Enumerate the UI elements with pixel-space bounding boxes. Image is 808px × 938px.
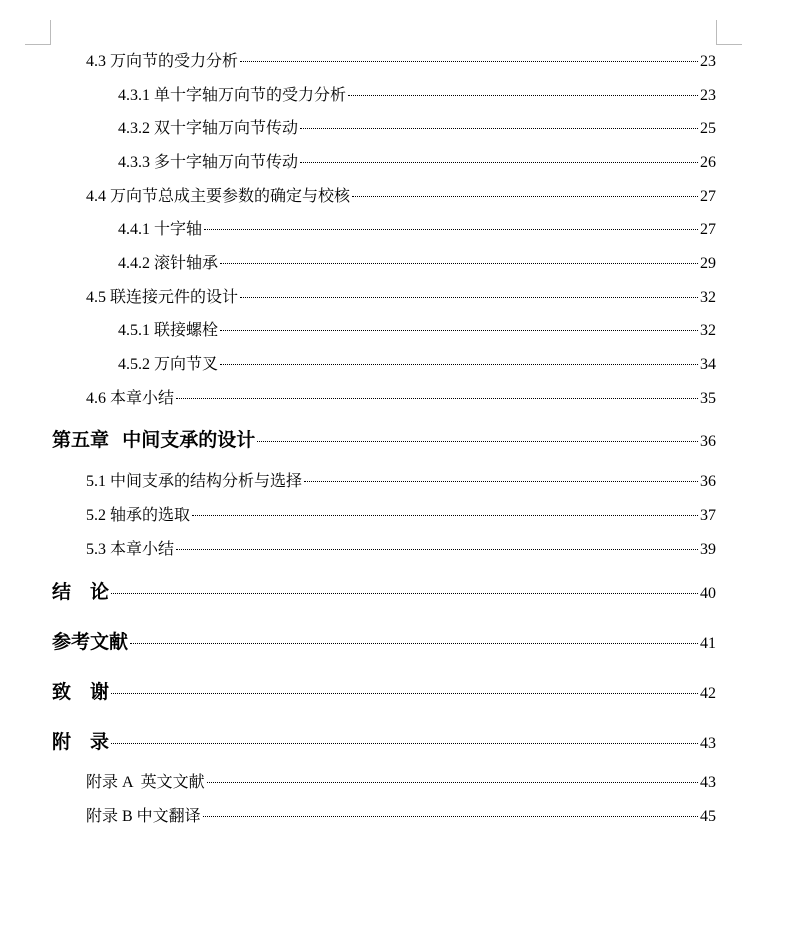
- dot-leader: [220, 330, 698, 331]
- toc-entry-page: 23: [700, 87, 716, 104]
- dot-leader: [176, 398, 698, 399]
- toc-entry-page: 40: [700, 585, 716, 602]
- toc-entry-page: 26: [700, 154, 716, 171]
- toc-entry[interactable]: [118, 319, 716, 343]
- toc-entry[interactable]: [86, 538, 716, 562]
- toc-entry-page: 37: [700, 507, 716, 524]
- toc-entry-page: 42: [700, 685, 716, 702]
- toc-entry-title: 4.4.2 滚针轴承: [118, 255, 219, 272]
- toc-entry[interactable]: [52, 580, 716, 604]
- toc-entry[interactable]: [86, 286, 716, 310]
- toc-entry-page: 25: [700, 120, 716, 137]
- toc-entry-title: 结 论: [52, 581, 110, 603]
- toc-entry-page: 39: [700, 541, 716, 558]
- toc-entry-page: 45: [700, 808, 716, 825]
- toc-entry-page: 34: [700, 356, 716, 373]
- toc-entry-page: 36: [700, 433, 716, 450]
- toc-entry-title: 5.3 本章小结: [86, 541, 175, 558]
- toc-entry-page: 32: [700, 289, 716, 306]
- toc-entry-title: 附录 A 英文文献: [86, 774, 205, 791]
- dot-leader: [111, 593, 698, 594]
- toc-entry[interactable]: [118, 84, 716, 108]
- page-corner-mark-top-right: [716, 20, 742, 45]
- dot-leader: [304, 481, 698, 482]
- toc-entry-title: 4.6 本章小结: [86, 390, 175, 407]
- toc-entry[interactable]: [86, 805, 716, 829]
- dot-leader: [220, 263, 698, 264]
- toc-entry-page: 32: [700, 322, 716, 339]
- toc-entry[interactable]: [118, 117, 716, 141]
- toc-entry[interactable]: [86, 771, 716, 795]
- dot-leader: [352, 196, 698, 197]
- toc-entry[interactable]: [86, 185, 716, 209]
- dot-leader: [192, 515, 698, 516]
- dot-leader: [176, 549, 698, 550]
- toc-entry[interactable]: [118, 353, 716, 377]
- toc-entry-page: 43: [700, 774, 716, 791]
- dot-leader: [111, 693, 698, 694]
- toc-entry[interactable]: [86, 504, 716, 528]
- toc-entry[interactable]: [118, 151, 716, 175]
- toc-entry-page: 41: [700, 635, 716, 652]
- toc-entry-page: 43: [700, 735, 716, 752]
- dot-leader: [300, 128, 698, 129]
- toc-entry-title: 参考文献: [52, 631, 129, 653]
- dot-leader: [204, 229, 698, 230]
- toc-entry-title: 4.4 万向节总成主要参数的确定与校核: [86, 188, 351, 205]
- toc-entry-title: 4.3.2 双十字轴万向节传动: [118, 120, 299, 137]
- toc-entry-title: 4.3.3 多十字轴万向节传动: [118, 154, 299, 171]
- dot-leader: [257, 441, 698, 442]
- dot-leader: [220, 364, 698, 365]
- dot-leader: [203, 816, 698, 817]
- dot-leader: [111, 743, 698, 744]
- toc-entry-title: 4.5.1 联接螺栓: [118, 322, 219, 339]
- dot-leader: [348, 95, 698, 96]
- dot-leader: [240, 297, 698, 298]
- toc-entry[interactable]: [86, 387, 716, 411]
- toc-entry-title: 第五章 中间支承的设计: [52, 429, 256, 451]
- toc-entry-title: 致 谢: [52, 681, 110, 703]
- toc-entry[interactable]: [86, 470, 716, 494]
- toc-entry-title: 4.5.2 万向节叉: [118, 356, 219, 373]
- toc-entry-page: 27: [700, 221, 716, 238]
- toc-entry-page: 29: [700, 255, 716, 272]
- page-corner-mark-top-left: [25, 20, 51, 45]
- toc-entry-title: 附录 B 中文翻译: [86, 808, 201, 825]
- toc-entry-page: 35: [700, 390, 716, 407]
- toc-entry-title: 5.1 中间支承的结构分析与选择: [86, 473, 303, 490]
- toc-entry-page: 36: [700, 473, 716, 490]
- toc-entry-title: 4.3 万向节的受力分析: [86, 53, 239, 70]
- dot-leader: [207, 782, 698, 783]
- toc-entry[interactable]: [118, 218, 716, 242]
- dot-leader: [240, 61, 698, 62]
- dot-leader: [300, 162, 698, 163]
- toc-entry[interactable]: [52, 630, 716, 654]
- toc-entry[interactable]: [118, 252, 716, 276]
- toc-entry[interactable]: [52, 730, 716, 754]
- toc-entry-title: 附 录: [52, 731, 110, 753]
- toc-entry[interactable]: [52, 680, 716, 704]
- toc-entry-title: 4.4.1 十字轴: [118, 221, 203, 238]
- toc-entry[interactable]: [86, 50, 716, 74]
- toc-entry-title: 4.5 联连接元件的设计: [86, 289, 239, 306]
- toc-entry-page: 27: [700, 188, 716, 205]
- toc-entry-title: 5.2 轴承的选取: [86, 507, 191, 524]
- toc-entry-page: 23: [700, 53, 716, 70]
- toc-entry-title: 4.3.1 单十字轴万向节的受力分析: [118, 87, 347, 104]
- toc-entry[interactable]: [52, 428, 716, 452]
- dot-leader: [130, 643, 698, 644]
